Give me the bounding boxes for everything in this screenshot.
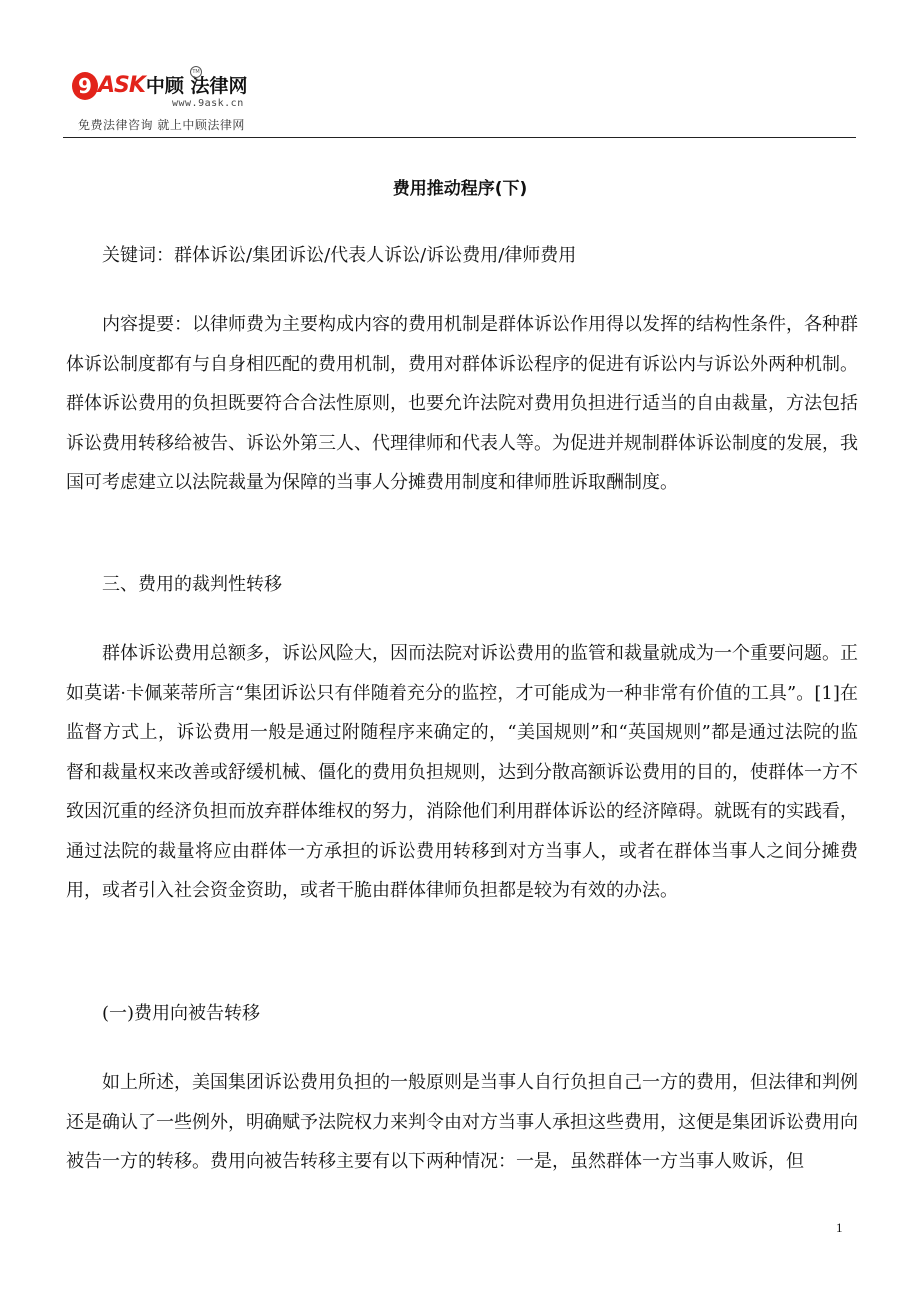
trademark-icon: TM <box>190 66 202 78</box>
keywords-paragraph: 关键词：群体诉讼/集团诉讼/代表人诉讼/诉讼费用/律师费用 <box>102 245 577 266</box>
site-logo <box>72 66 272 136</box>
subsection-heading: (一)费用向被告转移 <box>102 1003 261 1024</box>
abstract-paragraph: 内容提要：以律师费为主要构成内容的费用机制是群体诉讼作用得以发挥的结构性条件，各种群体诉讼制度都有与自身相匹配的费用机制，费用对群体诉讼程序的促进有诉讼内与诉讼外两种机制。群体诉讼费用的负担既要符合合法性原则，也要允许法院对费用负担进行适当的自由裁量，方法包括诉讼费用转移给被告、诉讼外第三人、代理律师和代表人等。为促进并规制群体诉讼制度的发展，我国可考虑建立以法院裁量为保障的当事人分摊费用制度和律师胜诉取酬制度。 <box>66 314 858 493</box>
logo-chinese-name: 中顾 法律网 <box>145 75 248 97</box>
section-heading: 三、费用的裁判性转移 <box>102 574 282 595</box>
document-title: 费用推动程序(下) <box>392 179 528 199</box>
logo-slogan: 免费法律咨询 就上中顾法律网 <box>78 118 245 132</box>
logo-ask-text: ASK <box>98 73 145 98</box>
subsection-body-paragraph: 如上所述，美国集团诉讼费用负担的一般原则是当事人自行负担自己一方的费用，但法律和判例还是确认了一些例外，明确赋予法院权力来判令由对方当事人承担这些费用，这便是集团诉讼费用向被告一方的转移。费用向被告转移主要有以下两种情况：一是，虽然群体一方当事人败诉，但 <box>66 1072 858 1172</box>
page-number: 1 <box>836 1220 843 1235</box>
section-body-paragraph: 群体诉讼费用总额多，诉讼风险大，因而法院对诉讼费用的监管和裁量就成为一个重要问题。正如莫诺·卡佩莱蒂所言“集团诉讼只有伴随着充分的监控，才可能成为一种非常有价值的工具”。[1]在监督方式上，诉讼费用一般是通过附随程序来确定的，“美国规则”和“英国规则”都是通过法院的监督和裁量权来改善或舒缓机械、僵化的费用负担规则，达到分散高额诉讼费用的目的，使群体一方不致因沉重的经济负担而放弃群体维权的努力，消除他们利用群体诉讼的经济障碍。就既有的实践看，通过法院的裁量将应由群体一方承担的诉讼费用转移到对方当事人，或者在群体当事人之间分摊费用，或者引入社会资金资助，或者干脆由群体律师负担都是较为有效的办法。 <box>66 643 858 901</box>
logo-q-icon: 9 <box>72 72 98 100</box>
logo-url: www.9ask.cn <box>172 98 244 109</box>
header-divider <box>63 137 856 138</box>
